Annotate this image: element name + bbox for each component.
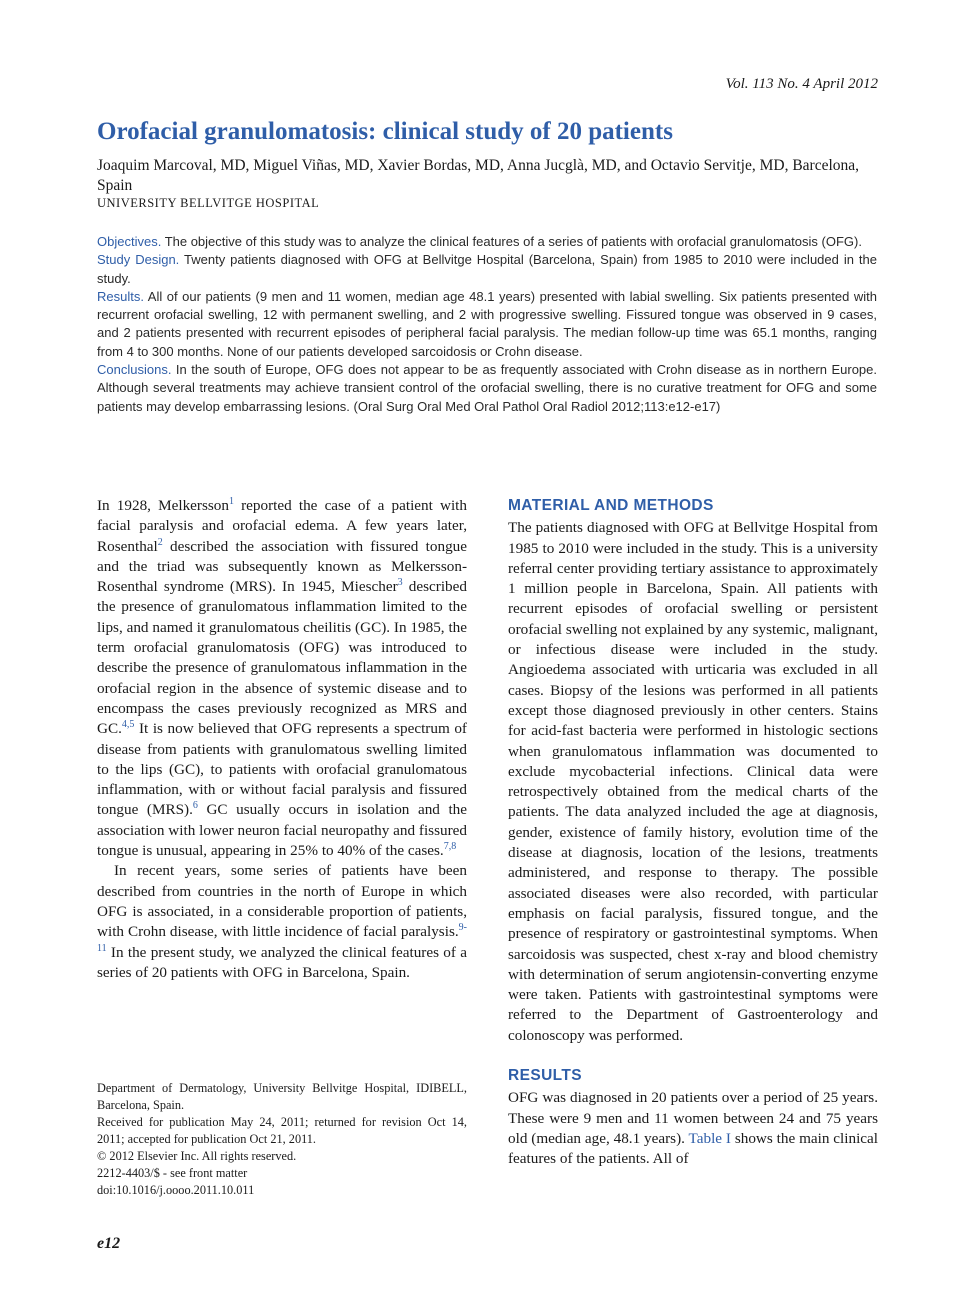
results-text: All of our patients (9 men and 11 women, median age 48.1 years) presented with labial swelling. Six patients presented with recurrent orofacial swelling, 12 with permanent swelling, and 2 with progressive swelling. Fissured tongue was observed in 9 cases, and 2 patients presented with recurrent episodes of peripheral facial paralysis. The median follow-up time was 65.1 months, ranging from 4 to 300 months. None of our patients developed sarcoidosis or Crohn disease. bbox=[97, 288, 877, 359]
footnote-department: Department of Dermatology, University Bellvitge Hospital, IDIBELL, Barcelona, Spain. bbox=[97, 1081, 467, 1112]
results-text: shows the main clinical features of the patients. All of bbox=[508, 1129, 878, 1168]
reference-link[interactable]: 1 bbox=[228, 495, 234, 507]
right-column bbox=[508, 496, 878, 1170]
intro-paragraph-1 bbox=[97, 496, 467, 861]
left-column bbox=[97, 496, 467, 983]
reference-link[interactable]: 6 bbox=[192, 800, 198, 812]
results-heading: RESULTS bbox=[508, 1067, 582, 1085]
table-link[interactable]: Table I bbox=[688, 1129, 731, 1147]
reference-link[interactable]: 4,5 bbox=[121, 719, 135, 731]
intro-text: In the present study, we analyzed the clinical features of a series of 20 patients with OFG in Barcelona, Spain. bbox=[97, 943, 467, 981]
reference-link[interactable]: 3 bbox=[397, 577, 403, 589]
results-text: OFG was diagnosed in 20 patients over a period of 25 years. These were 9 men and 11 women between 24 and 75 years old (median age, 48.1 years). bbox=[508, 1089, 878, 1147]
author-list: Joaquim Marcoval, MD, Miguel Viñas, MD, Xavier Bordas, MD, Anna Jucglà, MD, and Octavio Servitje, MD, Barcelona, Spain bbox=[97, 157, 860, 194]
results-label: Results. bbox=[97, 288, 144, 304]
reference-link[interactable]: 7,8 bbox=[443, 840, 457, 852]
intro-paragraph-2 bbox=[97, 861, 467, 983]
abstract-results bbox=[97, 288, 877, 361]
intro-text: It is now believed that OFG represents a spectrum of disease from patients with granulomatous swelling limited to the lips (GC), to patients with orofacial granulomatous inflammation, with or without facial paralysis and fissured tongue (MRS). bbox=[97, 720, 467, 819]
footnote-copyright: © 2012 Elsevier Inc. All rights reserved. bbox=[97, 1149, 297, 1163]
affiliation: UNIVERSITY BELLVITGE HOSPITAL bbox=[97, 196, 320, 210]
design-text: Twenty patients diagnosed with OFG at Bellvitge Hospital (Barcelona, Spain) from 1985 to 2010 were included in the study. bbox=[97, 252, 877, 286]
objectives-text: The objective of this study was to analyze the clinical features of a series of patients with orofacial granulomatosis (OFG). bbox=[161, 234, 862, 249]
conclusions-text: In the south of Europe, OFG does not appear to be as frequently associated with Crohn disease as in northern Europe. Although several treatments may achieve transient control of the orofacial swelling, there is no curative treatment for OFG and some patients may develop embarrassing lesions. (Oral Surg Oral Med Oral Pathol Oral Radiol 2012;113:e12-e17) bbox=[97, 362, 877, 414]
abstract-design bbox=[97, 251, 877, 288]
reference-link[interactable]: 2 bbox=[157, 536, 163, 548]
article-footnote bbox=[97, 1080, 467, 1199]
methods-paragraph: The patients diagnosed with OFG at Bellvitge Hospital from 1985 to 2010 were included in the study. This is a university referral center providing tertiary assistance to approximately 1 million people in Barcelona, Spain. All patients with recurrent episodes of orofacial swelling or persistent orofacial swelling not explained by any systemic, malignant, or infectious disease were included in the study. Angioedema associated with urticaria was excluded in all cases. Biopsy of the lesions was performed in all patients except those diagnosed previously in other centers. Stains for acid-fast bacteria were performed in histologic sections when granulomatous inflammation was documented to exclude mycobacterial infections. Clinical data were retrospectively obtained from the medical charts of the patients. The data analyzed included the age at diagnosis, gender, existence of family history, evolution time of the disease at diagnosis, location of the lesions, treatments administered, and response to therapy. The possible associated diseases were also recorded, with particular emphasis on facial paralysis, fissured tongue, and the presence of respiratory or gastrointestinal symptoms. When sarcoidosis was suspected, chest x-ray and blood chemistry with determination of serum angiotensin-converting enzyme were taken. Patients with gastrointestinal symptoms were referred to the Department of Gastroenterology and colonoscopy was performed. bbox=[508, 519, 878, 1044]
abstract bbox=[97, 233, 877, 416]
intro-text: In recent years, some series of patients have been described from countries in the north of Europe in which OFG is associated, in a considerable proportion of patients, with Crohn disease, with little incidence of facial paralysis. bbox=[97, 862, 467, 941]
intro-text: described the association with fissured tongue and the triad was subsequently known as Melkersson-Rosenthal syndrome (MRS). In 1945, Miescher bbox=[97, 537, 467, 596]
objectives-label: Objectives. bbox=[97, 234, 162, 249]
footnote-received: Received for publication May 24, 2011; returned for revision Oct 14, 2011; accepted for publication Oct 21, 2011. bbox=[97, 1115, 467, 1146]
intro-text: reported the case of a patient with facial paralysis and orofacial edema. A few years later, Rosenthal bbox=[97, 497, 467, 555]
methods-heading: MATERIAL AND METHODS bbox=[508, 497, 714, 514]
footnote-doi: doi:10.1016/j.oooo.2011.10.011 bbox=[97, 1183, 255, 1197]
abstract-objectives bbox=[97, 233, 877, 251]
journal-issue-info: Vol. 113 No. 4 April 2012 bbox=[725, 76, 878, 92]
intro-text: In 1928, Melkersson bbox=[97, 497, 229, 514]
results-paragraph bbox=[508, 1088, 878, 1169]
footnote-issn: 2212-4403/$ - see front matter bbox=[97, 1166, 248, 1180]
design-label: Study Design. bbox=[97, 252, 180, 268]
intro-text: GC usually occurs in isolation and the association with lower neuron facial neuropathy and fissured tongue is unusual, appearing in 25% to 40% of the cases. bbox=[97, 801, 468, 860]
page-number: e12 bbox=[97, 1235, 121, 1252]
conclusions-label: Conclusions. bbox=[97, 362, 172, 378]
reference-link[interactable]: 9-11 bbox=[97, 922, 467, 954]
abstract-conclusions bbox=[97, 361, 877, 416]
article-title: Orofacial granulomatosis: clinical study of 20 patients bbox=[97, 118, 673, 145]
intro-text: described the presence of granulomatous inflammation limited to the lips, and named it granulomatous cheilitis (GC). In 1985, the term orofacial granulomatosis (OFG) was introduced to describe the presence of granulomatous inflammation in the orofacial region in the absence of systemic disease and to encompass the cases previously recognized as MRS and GC. bbox=[97, 578, 467, 738]
